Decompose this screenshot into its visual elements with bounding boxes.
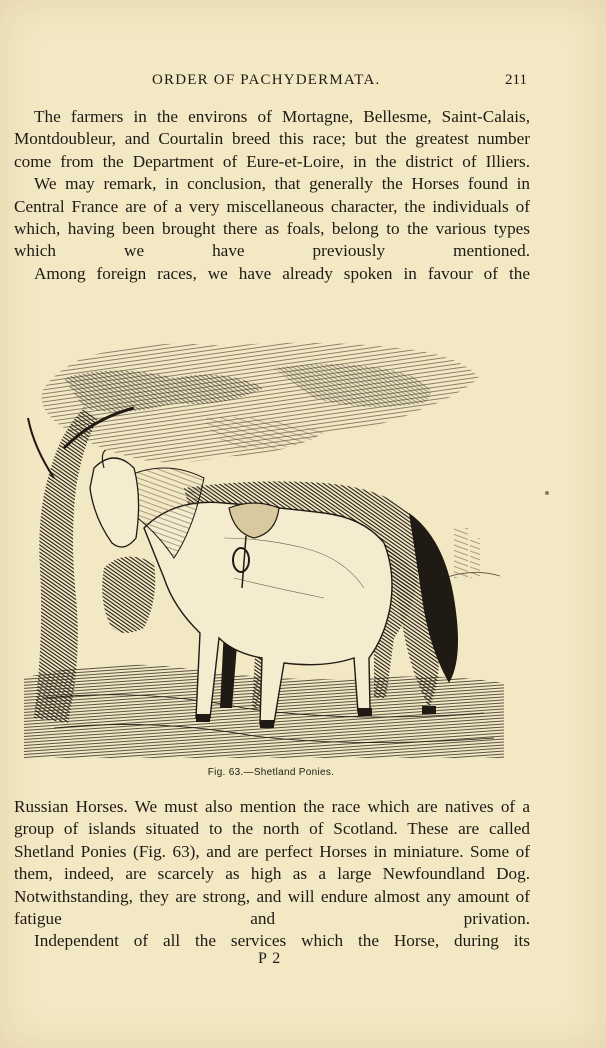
paragraph: The farmers in the environs of Mortagne, Bellesme, Saint-Calais, Montdoubleur, and Courtalin breed this race; but the greatest number come from the Department of Eure-et-Loire, in the district of Illiers. <box>14 107 530 171</box>
paragraph: Among foreign races, we have already spoken in favour of the <box>34 263 530 283</box>
text-block-bottom <box>14 796 530 953</box>
figure-shetland-ponies <box>24 338 504 758</box>
shetland-ponies-engraving <box>24 338 504 758</box>
text-block-top <box>14 106 530 285</box>
paragraph: Russian Horses. We must also mention the race which are natives of a group of islands situated to the north of Scotland. These are called Shetland Ponies (Fig. 63), and are perfect Horses in miniature. Some of them, indeed, are scarcely as high as a large Newfoundland Dog. Notwithstanding, they are strong, and will endure almost any amount of fatigue and privation. <box>14 797 530 929</box>
running-title: ORDER OF PACHYDERMATA. <box>152 72 381 88</box>
paragraph: We may remark, in conclusion, that generally the Horses found in Central France are of a very miscellaneous character, the individuals of which, having been brought there as foals, belong to the various types which we have previously mentioned. <box>14 174 530 261</box>
running-head <box>0 72 606 94</box>
page-number: 211 <box>505 72 527 88</box>
paper-speck <box>545 491 549 495</box>
figure-caption: Fig. 63.—Shetland Ponies. <box>207 767 335 778</box>
signature-mark: P 2 <box>258 950 282 967</box>
distant-ruin <box>444 528 500 578</box>
foliage <box>42 343 480 463</box>
paragraph: Independent of all the services which the Horse, during its <box>34 931 530 951</box>
